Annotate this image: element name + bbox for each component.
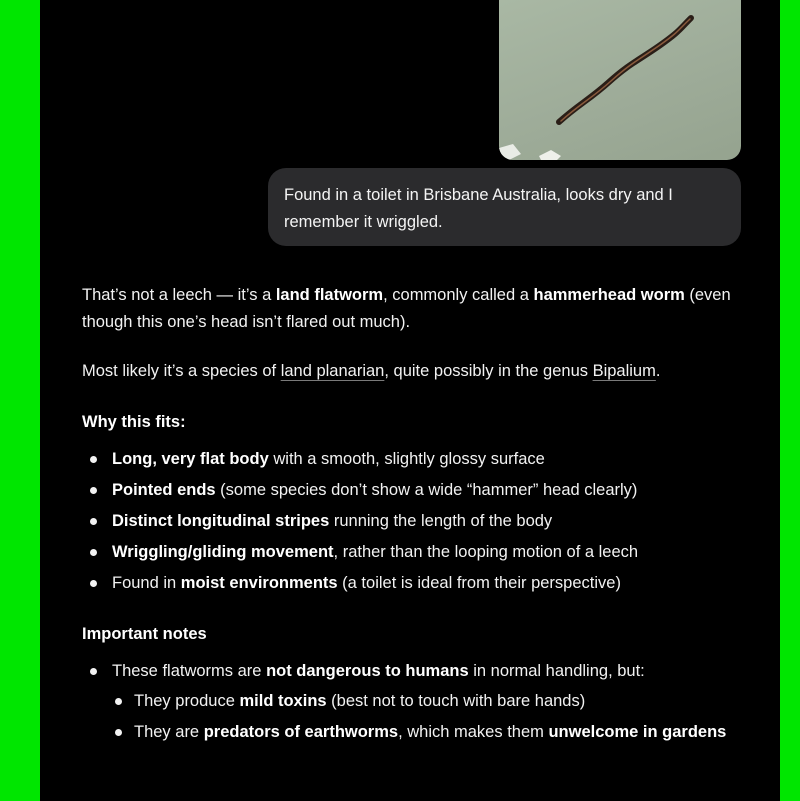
bold-term: Pointed ends <box>112 481 216 499</box>
text-run: running the length of the body <box>329 512 553 530</box>
list-item <box>82 506 762 537</box>
sub-list-item <box>108 687 762 715</box>
text-run: , which makes them <box>398 723 549 741</box>
why-heading: Why this fits: <box>82 413 186 431</box>
attached-photo[interactable] <box>499 0 741 160</box>
list-item <box>82 475 762 506</box>
list-item <box>82 656 762 687</box>
link-bipalium[interactable]: Bipalium <box>592 362 656 380</box>
sub-list-item <box>108 718 762 746</box>
text-run: (some species don’t show a wide “hammer” head clearly) <box>215 481 638 499</box>
answer-paragraph-1 <box>82 282 762 336</box>
text-run: with a smooth, slightly glossy surface <box>268 450 545 468</box>
text-run: in normal handling, but: <box>468 662 645 680</box>
text-run: (a toilet is ideal from their perspective) <box>337 574 621 592</box>
list-item <box>82 444 762 475</box>
bold-term: hammerhead worm <box>533 286 685 304</box>
bold-term: Distinct longitudinal stripes <box>112 512 330 530</box>
text-run: (best not to touch with bare hands) <box>326 692 586 710</box>
text-run: , quite possibly in the genus <box>384 362 593 380</box>
text-run: Most likely it’s a species of <box>82 362 281 380</box>
chat-view <box>40 0 780 801</box>
notes-heading: Important notes <box>82 625 207 643</box>
assistant-response <box>82 282 762 749</box>
text-run: (even though this one’s head isn’t flared out much). <box>82 286 731 331</box>
text-run: They produce <box>134 692 240 710</box>
why-list <box>82 444 762 599</box>
bold-term: mild toxins <box>239 692 327 710</box>
list-item <box>82 568 762 599</box>
text-run: , rather than the looping motion of a leech <box>333 543 639 561</box>
notes-sublist <box>108 687 762 746</box>
text-run: These flatworms are <box>112 662 267 680</box>
text-run: . <box>655 362 661 380</box>
text-run: Found in <box>112 574 181 592</box>
text-run: , commonly called a <box>383 286 534 304</box>
text-run: They are <box>134 723 204 741</box>
link-land-planarian[interactable]: land planarian <box>280 362 385 380</box>
bold-term: moist environments <box>180 574 338 592</box>
flatworm-image <box>499 0 741 160</box>
bold-term: not dangerous to humans <box>266 662 469 680</box>
user-message-text: Found in a toilet in Brisbane Australia, looks dry and I remember it wriggled. <box>284 186 673 231</box>
bold-term: unwelcome in gardens <box>548 723 727 741</box>
bold-term: predators of earthworms <box>203 723 399 741</box>
answer-paragraph-2 <box>82 358 762 385</box>
bold-term: Wriggling/gliding movement <box>112 543 334 561</box>
notes-list <box>82 656 762 687</box>
user-message-bubble <box>268 168 741 246</box>
bold-term: Long, very flat body <box>112 450 269 468</box>
list-item <box>82 537 762 568</box>
text-run: That’s not a leech — it’s a <box>82 286 276 304</box>
bold-term: land flatworm <box>275 286 384 304</box>
